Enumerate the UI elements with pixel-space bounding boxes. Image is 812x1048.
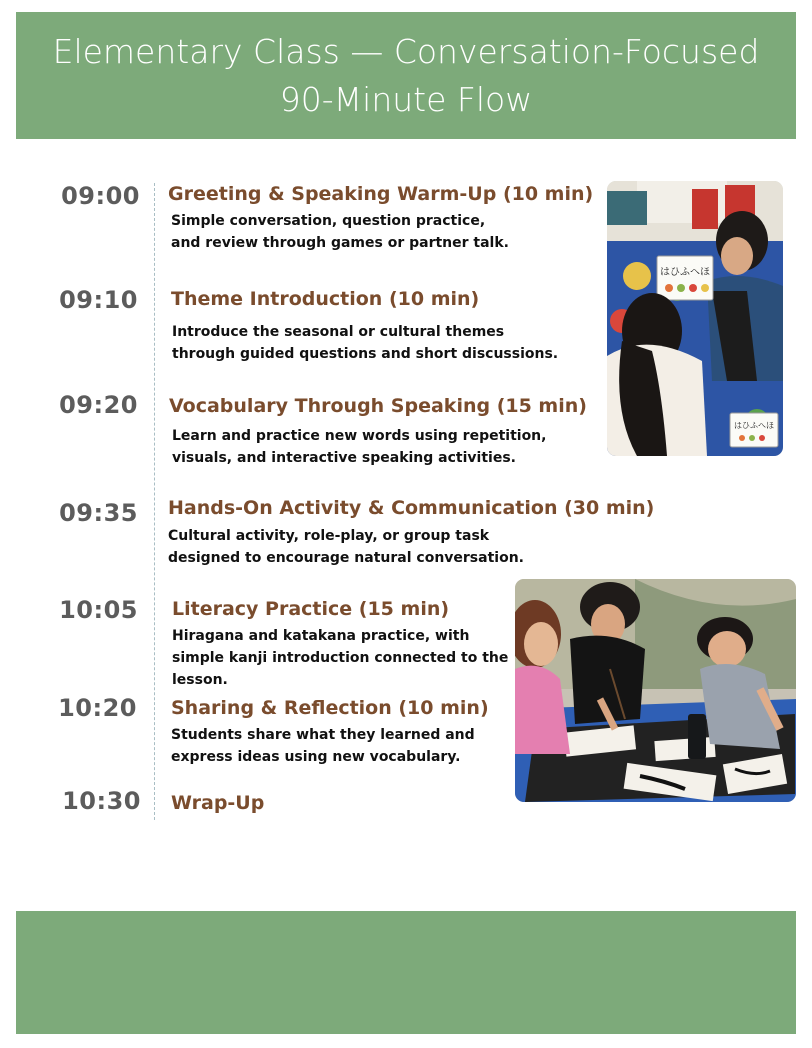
time-0920: 09:20 (59, 391, 138, 419)
entry-title-sharing: Sharing & Reflection (10 min) (171, 697, 489, 719)
desc-line: through guided questions and short discussions. (172, 346, 559, 362)
time-0910: 09:10 (59, 286, 138, 314)
desc-line: and review through games or partner talk. (171, 235, 509, 251)
desc-line: designed to encourage natural conversation. (168, 550, 524, 566)
desc-line: simple kanji introduction connected to the (172, 650, 509, 666)
time-0935: 09:35 (59, 499, 138, 527)
entry-title-literacy: Literacy Practice (15 min) (172, 598, 450, 620)
page-title-line-2: 90-Minute Flow (279, 79, 533, 119)
desc-line: Students share what they learned and (171, 727, 475, 743)
desc-line: Learn and practice new words using repetition, (172, 428, 547, 444)
entry-desc-literacy (172, 625, 508, 691)
time-1005: 10:05 (59, 596, 138, 624)
time-0900: 09:00 (61, 182, 140, 210)
desc-line: Cultural activity, role-play, or group task (168, 528, 490, 544)
classroom-photo-teacher (607, 181, 783, 456)
entry-title-hands-on: Hands-On Activity & Communication (30 min) (168, 497, 655, 519)
entry-title-greeting: Greeting & Speaking Warm-Up (10 min) (168, 183, 594, 205)
desc-line: visuals, and interactive speaking activities. (172, 450, 516, 466)
timeline-divider (154, 183, 155, 820)
desc-line: lesson. (172, 672, 228, 688)
footer-banner (16, 911, 796, 1034)
desc-line: express ideas using new vocabulary. (171, 749, 461, 765)
time-1020: 10:20 (58, 694, 137, 722)
entry-title-wrap-up: Wrap-Up (171, 792, 265, 814)
header-banner (16, 12, 796, 139)
entry-desc-vocabulary (172, 425, 546, 469)
desc-line: Simple conversation, question practice, (171, 213, 486, 229)
entry-desc-theme (172, 321, 558, 365)
desc-line: Hiragana and katakana practice, with (172, 628, 470, 644)
page-title-line-1: Elementary Class — Conversation-Focused (52, 31, 760, 71)
entry-title-vocabulary: Vocabulary Through Speaking (15 min) (169, 395, 587, 417)
card-small-text: はひふへほ (734, 421, 774, 430)
time-1030: 10:30 (62, 787, 141, 815)
card-hiragana-text: はひふへほ (660, 267, 710, 278)
entry-desc-sharing (171, 724, 475, 768)
calligraphy-photo (515, 579, 796, 802)
desc-line: Introduce the seasonal or cultural themes (172, 324, 505, 340)
entry-desc-hands-on (168, 525, 524, 569)
entry-desc-greeting (171, 210, 509, 254)
entry-title-theme: Theme Introduction (10 min) (171, 288, 480, 310)
